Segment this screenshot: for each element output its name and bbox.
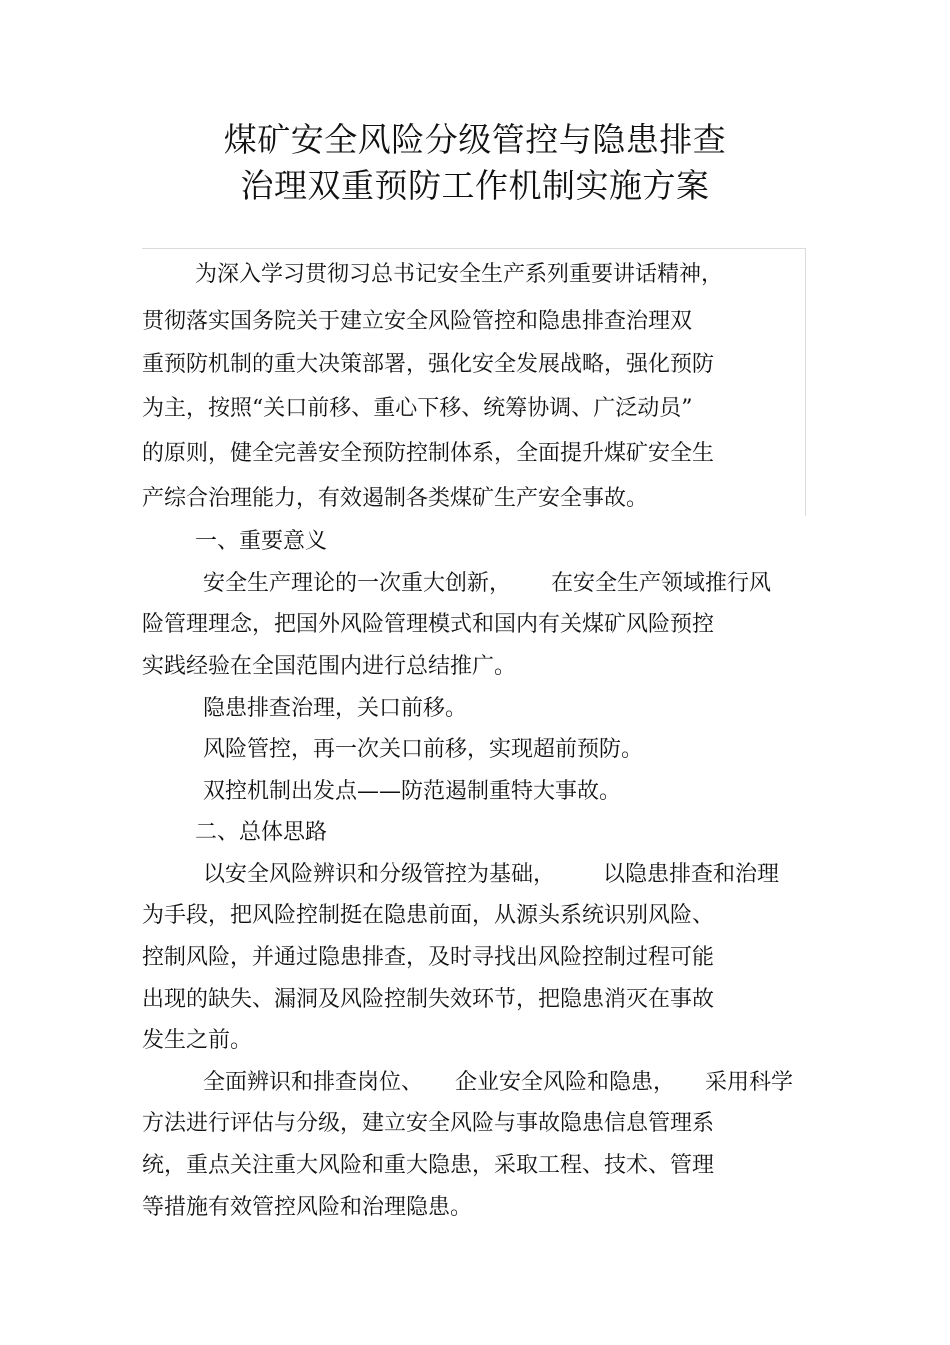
intro-line-2: 贯彻落实国务院关于建立安全风险管控和隐患排查治理双 bbox=[142, 309, 693, 334]
intro-line-4: 为主，按照“关口前移、重心下移、统筹协调、广泛动员” bbox=[142, 396, 693, 421]
section-2-p1-line-5: 发生之前。 bbox=[142, 1028, 253, 1053]
section-2-p2-line-1a: 全面辨识和排查岗位、 bbox=[203, 1070, 424, 1095]
section-2-p1-line-3: 控制风险，并通过隐患排查，及时寻找出风险控制过程可能 bbox=[142, 945, 715, 970]
intro-line-5: 的原则，健全完善安全预防控制体系，全面提升煤矿安全生 bbox=[142, 441, 715, 466]
section-1-p1-line-3: 实践经验在全国范围内进行总结推广。 bbox=[142, 654, 517, 679]
document-title-line-2: 治理双重预防工作机制实施方案 bbox=[240, 166, 710, 205]
document-title-line-1: 煤矿安全风险分级管控与隐患排查 bbox=[223, 120, 727, 159]
section-1-p1-line-2: 险管理理念，把国外风险管理模式和国内有关煤矿风险预控 bbox=[142, 612, 715, 637]
section-2-heading: 二、总体思路 bbox=[195, 820, 328, 845]
section-2-p2-line-3: 统，重点关注重大风险和重大隐患，采取工程、技术、管理 bbox=[142, 1153, 715, 1178]
section-2-p1-line-1a: 以安全风险辨识和分级管控为基础， bbox=[203, 862, 556, 887]
section-1-p4: 双控机制出发点——防范遏制重特大事故。 bbox=[203, 779, 622, 804]
section-2-p1-line-2: 为手段，把风险控制挺在隐患前面，从源头系统识别风险、 bbox=[142, 903, 715, 928]
section-2-p2-line-4: 等措施有效管控风险和治理隐患。 bbox=[142, 1195, 473, 1220]
section-1-p1-line-1a: 安全生产理论的一次重大创新， bbox=[203, 571, 512, 596]
section-1-p1-line-1b: 在安全生产领域推行风 bbox=[551, 571, 772, 596]
section-2-p1-line-4: 出现的缺失、漏洞及风险控制失效环节，把隐患消灭在事故 bbox=[142, 987, 715, 1012]
intro-line-1: 为深入学习贯彻习总书记安全生产系列重要讲话精神， bbox=[195, 262, 724, 287]
section-2-p2-line-1b: 企业安全风险和隐患， bbox=[455, 1070, 676, 1095]
section-1-heading: 一、重要意义 bbox=[195, 529, 328, 554]
intro-frame bbox=[142, 248, 806, 516]
section-2-p1-line-1b: 以隐患排查和治理 bbox=[603, 862, 780, 887]
section-2-p2-line-1c: 采用科学 bbox=[705, 1070, 794, 1095]
intro-line-3: 重预防机制的重大决策部署，强化安全发展战略，强化预防 bbox=[142, 352, 715, 377]
section-1-p2: 隐患排查治理，关口前移。 bbox=[203, 696, 468, 721]
section-1-p3: 风险管控，再一次关口前移，实现超前预防。 bbox=[203, 737, 644, 762]
section-2-p2-line-2: 方法进行评估与分级，建立安全风险与事故隐患信息管理系 bbox=[142, 1111, 715, 1136]
intro-line-6: 产综合治理能力，有效遏制各类煤矿生产安全事故。 bbox=[142, 486, 649, 511]
